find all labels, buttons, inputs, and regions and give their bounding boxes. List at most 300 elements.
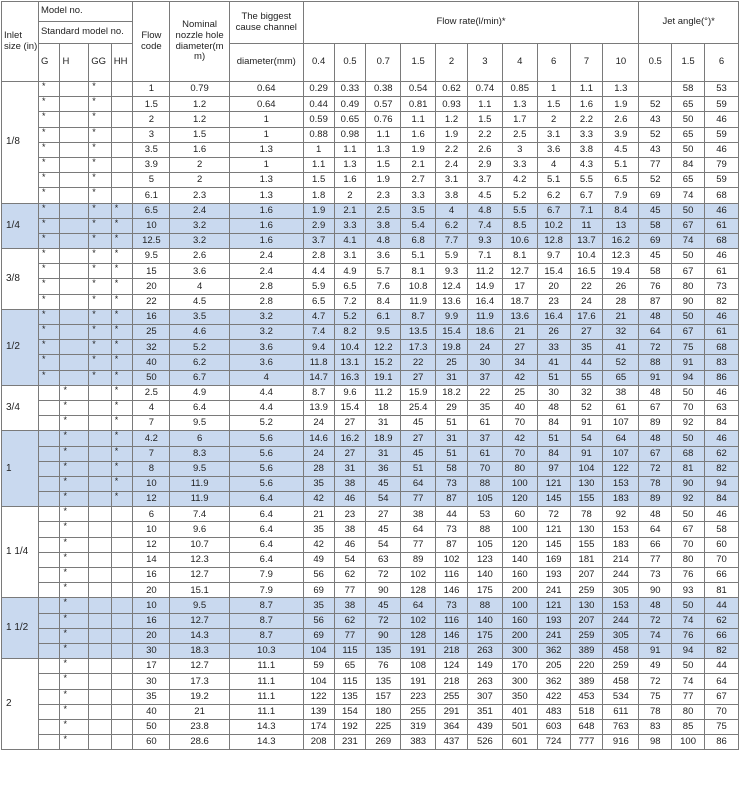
flow-rate-cell: 60	[502, 507, 537, 522]
model-mark-cell: *	[89, 309, 112, 324]
model-mark-cell	[111, 157, 133, 172]
jet-angle-cell: 52	[639, 97, 672, 112]
model-mark-cell	[38, 689, 60, 704]
flow-rate-cell: 2.9	[467, 157, 502, 172]
flow-rate-cell: 14.6	[303, 431, 334, 446]
flow-rate-cell: 389	[570, 674, 603, 689]
channel-diameter-cell: 6.4	[229, 552, 303, 567]
flow-rate-cell: 65	[334, 659, 366, 674]
flow-rate-cell: 19.1	[366, 370, 401, 385]
flow-rate-cell: 116	[436, 568, 468, 583]
flow-rate-cell: 5.1	[537, 173, 570, 188]
model-mark-cell: *	[38, 370, 60, 385]
flow-rate-cell: 1.8	[303, 188, 334, 203]
model-mark-cell	[60, 142, 89, 157]
flow-rate-cell: 1.1	[467, 97, 502, 112]
flow-rate-cell: 14.7	[303, 370, 334, 385]
flow-rate-cell: 1.9	[366, 173, 401, 188]
hole-diameter-cell: 18.3	[170, 643, 230, 658]
flow-rate-cell: 65	[603, 370, 639, 385]
flow-rate-cell: 88	[467, 476, 502, 491]
model-mark-cell	[89, 613, 112, 628]
flow-rate-cell: 13.6	[502, 309, 537, 324]
flow-code-cell: 12	[133, 537, 170, 552]
jet-angle-cell	[639, 82, 672, 97]
inlet-size-cell: 3/8	[2, 249, 39, 310]
flow-rate-cell: 91	[570, 416, 603, 431]
channel-diameter-cell: 5.6	[229, 461, 303, 476]
jet-angle-cell: 46	[705, 431, 739, 446]
jet-pressure-header: 0.5	[639, 44, 672, 82]
jet-angle-cell: 75	[672, 340, 705, 355]
hole-diameter-cell: 10.7	[170, 537, 230, 552]
model-mark-cell: *	[111, 416, 133, 431]
flow-rate-cell: 0.49	[334, 97, 366, 112]
flow-rate-cell: 1.1	[401, 112, 436, 127]
flow-rate-cell: 49	[303, 552, 334, 567]
model-mark-cell: *	[111, 233, 133, 248]
flow-rate-cell: 8.7	[401, 309, 436, 324]
jet-angle-cell: 73	[705, 279, 739, 294]
table-row	[2, 82, 739, 97]
model-mark-cell	[38, 719, 60, 734]
flow-rate-cell: 7.4	[303, 325, 334, 340]
flow-rate-cell: 5.7	[366, 264, 401, 279]
flow-rate-cell: 135	[366, 643, 401, 658]
flow-rate-cell: 255	[401, 704, 436, 719]
model-mark-cell	[111, 613, 133, 628]
flow-rate-cell: 15.2	[366, 355, 401, 370]
model-mark-cell	[111, 173, 133, 188]
flow-rate-cell: 207	[570, 613, 603, 628]
hole-diameter-cell: 9.5	[170, 461, 230, 476]
flow-rate-cell: 33	[537, 340, 570, 355]
flow-rate-cell: 5.5	[570, 173, 603, 188]
flow-rate-cell: 0.98	[334, 127, 366, 142]
model-col-header: HH	[111, 44, 133, 82]
pressure-header: 0.4	[303, 44, 334, 82]
model-mark-cell	[60, 309, 89, 324]
jet-angle-cell: 67	[639, 446, 672, 461]
model-mark-cell	[60, 218, 89, 233]
model-mark-cell: *	[60, 613, 89, 628]
table-row	[2, 461, 739, 476]
model-mark-cell: *	[111, 264, 133, 279]
hole-diameter-cell: 17.3	[170, 674, 230, 689]
flow-rate-cell: 2.6	[603, 112, 639, 127]
channel-diameter-cell: 0.64	[229, 82, 303, 97]
flow-rate-cell: 35	[303, 476, 334, 491]
flow-rate-cell: 15.4	[334, 400, 366, 415]
flow-rate-cell: 104	[303, 643, 334, 658]
flow-rate-cell: 27	[570, 325, 603, 340]
model-mark-cell: *	[89, 127, 112, 142]
hole-diameter-cell: 3.2	[170, 233, 230, 248]
model-mark-cell	[111, 552, 133, 567]
flow-code-cell: 25	[133, 325, 170, 340]
flow-code-cell: 3.9	[133, 157, 170, 172]
flow-rate-cell: 25	[502, 385, 537, 400]
flow-rate-cell: 6.5	[334, 279, 366, 294]
flow-rate-cell: 2.2	[570, 112, 603, 127]
table-row	[2, 416, 739, 431]
flow-rate-cell: 191	[401, 643, 436, 658]
flow-rate-cell: 24	[303, 416, 334, 431]
model-mark-cell: *	[111, 340, 133, 355]
table-row	[2, 719, 739, 734]
flow-rate-cell: 10.4	[570, 249, 603, 264]
flow-rate-cell: 59	[303, 659, 334, 674]
model-mark-cell: *	[60, 628, 89, 643]
flow-rate-cell: 12.4	[436, 279, 468, 294]
jet-angle-cell: 90	[672, 294, 705, 309]
flow-rate-cell: 51	[436, 416, 468, 431]
flow-rate-cell: 24	[467, 340, 502, 355]
jet-angle-cell: 82	[705, 294, 739, 309]
flow-rate-cell: 31	[436, 431, 468, 446]
model-mark-cell	[89, 416, 112, 431]
flow-rate-cell: 1.6	[334, 173, 366, 188]
flow-rate-cell: 64	[401, 522, 436, 537]
flow-rate-cell: 501	[502, 719, 537, 734]
model-mark-cell	[38, 446, 60, 461]
flow-rate-cell: 2.5	[502, 127, 537, 142]
flow-rate-cell: 3.8	[366, 218, 401, 233]
flow-rate-cell: 7.7	[436, 233, 468, 248]
flow-rate-cell: 120	[502, 492, 537, 507]
flow-rate-cell: 41	[537, 355, 570, 370]
flow-rate-cell: 5.4	[401, 218, 436, 233]
flow-rate-cell: 13	[603, 218, 639, 233]
flow-rate-cell: 38	[401, 507, 436, 522]
model-mark-cell: *	[60, 674, 89, 689]
jet-angle-cell: 87	[639, 294, 672, 309]
flow-rate-cell: 6.8	[401, 233, 436, 248]
flow-rate-cell: 153	[603, 598, 639, 613]
flow-code-cell: 4.2	[133, 431, 170, 446]
jet-angle-cell: 66	[705, 568, 739, 583]
flow-rate-cell: 611	[603, 704, 639, 719]
flow-rate-cell: 4.7	[303, 309, 334, 324]
model-mark-cell	[60, 340, 89, 355]
model-mark-cell	[38, 735, 60, 750]
flow-rate-cell: 76	[366, 659, 401, 674]
flow-rate-cell: 145	[537, 492, 570, 507]
flow-rate-cell: 69	[303, 628, 334, 643]
table-row	[2, 400, 739, 415]
flow-rate-cell: 3.3	[570, 127, 603, 142]
flow-rate-cell: 21	[303, 507, 334, 522]
flow-rate-cell: 3.3	[334, 218, 366, 233]
flow-rate-cell: 45	[366, 598, 401, 613]
table-row	[2, 446, 739, 461]
model-mark-cell	[38, 552, 60, 567]
flow-rate-cell: 1.9	[401, 142, 436, 157]
flow-rate-cell: 24	[570, 294, 603, 309]
model-mark-cell: *	[38, 294, 60, 309]
flow-rate-cell: 26	[537, 325, 570, 340]
jet-angle-cell: 46	[705, 112, 739, 127]
flow-rate-cell: 0.59	[303, 112, 334, 127]
jet-angle-cell: 70	[672, 400, 705, 415]
flow-rate-cell: 0.62	[436, 82, 468, 97]
flow-rate-cell: 1.1	[334, 142, 366, 157]
pressure-header: 4	[502, 44, 537, 82]
flow-rate-cell: 100	[502, 476, 537, 491]
model-mark-cell	[89, 461, 112, 476]
jet-angle-cell: 52	[639, 173, 672, 188]
table-row	[2, 142, 739, 157]
flow-rate-cell: 155	[570, 537, 603, 552]
flow-rate-cell: 35	[467, 400, 502, 415]
flow-code-cell: 2.5	[133, 385, 170, 400]
hole-diameter-cell: 11.9	[170, 476, 230, 491]
flow-rate-cell: 16.4	[537, 309, 570, 324]
flow-rate-cell: 2.2	[436, 142, 468, 157]
flow-rate-cell: 128	[401, 583, 436, 598]
hole-diameter-cell: 23.8	[170, 719, 230, 734]
flow-rate-cell: 214	[603, 552, 639, 567]
jet-angle-cell: 46	[705, 385, 739, 400]
jet-angle-cell: 48	[639, 507, 672, 522]
flow-rate-cell: 45	[366, 476, 401, 491]
jet-angle-header: Jet angle(°)*	[639, 2, 739, 44]
jet-angle-cell: 50	[672, 309, 705, 324]
flow-rate-cell: 5.1	[401, 249, 436, 264]
jet-angle-cell: 98	[639, 735, 672, 750]
jet-angle-cell: 59	[705, 97, 739, 112]
model-mark-cell: *	[38, 173, 60, 188]
jet-angle-cell: 76	[672, 628, 705, 643]
flow-rate-cell: 84	[537, 416, 570, 431]
jet-angle-cell: 58	[639, 264, 672, 279]
flow-rate-cell: 16.5	[570, 264, 603, 279]
flow-rate-cell: 54	[366, 537, 401, 552]
jet-angle-cell: 67	[705, 689, 739, 704]
hole-diameter-cell: 12.7	[170, 568, 230, 583]
flow-rate-cell: 2.7	[401, 173, 436, 188]
flow-rate-cell: 15.9	[401, 385, 436, 400]
model-mark-cell	[111, 537, 133, 552]
hole-diameter-cell: 12.3	[170, 552, 230, 567]
channel-diameter-cell: 2.8	[229, 294, 303, 309]
jet-angle-cell: 76	[639, 279, 672, 294]
hole-diameter-cell: 8.3	[170, 446, 230, 461]
jet-angle-cell: 66	[639, 537, 672, 552]
inlet-size-cell: 1	[2, 431, 39, 507]
flow-rate-cell: 17	[502, 279, 537, 294]
flow-rate-cell: 1.3	[366, 142, 401, 157]
jet-angle-cell: 73	[639, 568, 672, 583]
flow-rate-cell: 22	[401, 355, 436, 370]
flow-rate-cell: 8.2	[334, 325, 366, 340]
flow-rate-cell: 87	[436, 492, 468, 507]
flow-rate-cell: 122	[303, 689, 334, 704]
jet-angle-cell: 89	[639, 492, 672, 507]
jet-angle-cell: 67	[672, 325, 705, 340]
flow-rate-cell: 6.7	[570, 188, 603, 203]
jet-angle-cell: 48	[639, 385, 672, 400]
model-mark-cell: *	[38, 279, 60, 294]
flow-rate-cell: 350	[502, 689, 537, 704]
table-row	[2, 568, 739, 583]
hole-diameter-cell: 9.6	[170, 522, 230, 537]
flow-rate-cell: 916	[603, 735, 639, 750]
flow-rate-cell: 58	[436, 461, 468, 476]
flow-rate-cell: 51	[401, 461, 436, 476]
inlet-size-header: Inlet size (in)	[2, 2, 39, 82]
model-mark-cell: *	[60, 537, 89, 552]
channel-diameter-cell: 11.1	[229, 704, 303, 719]
flow-rate-cell: 16.2	[603, 233, 639, 248]
flow-rate-cell: 9.5	[366, 325, 401, 340]
model-no-header: Model no.	[38, 2, 132, 22]
flow-rate-cell: 255	[436, 689, 468, 704]
jet-angle-cell: 80	[672, 552, 705, 567]
flow-rate-cell: 13.5	[401, 325, 436, 340]
flow-rate-cell: 191	[401, 674, 436, 689]
channel-diameter-cell: 1.6	[229, 218, 303, 233]
flow-code-cell: 12.5	[133, 233, 170, 248]
model-mark-cell	[111, 704, 133, 719]
flow-rate-cell: 115	[334, 674, 366, 689]
flow-rate-cell: 78	[570, 507, 603, 522]
flow-rate-cell: 4	[537, 157, 570, 172]
jet-angle-cell: 77	[639, 157, 672, 172]
jet-angle-cell: 89	[639, 416, 672, 431]
flow-rate-cell: 437	[436, 735, 468, 750]
flow-rate-cell: 6.2	[537, 188, 570, 203]
flow-rate-cell: 241	[537, 628, 570, 643]
flow-rate-cell: 51	[537, 431, 570, 446]
flow-rate-cell: 18.7	[502, 294, 537, 309]
flow-rate-cell: 21	[502, 325, 537, 340]
flow-code-cell: 30	[133, 643, 170, 658]
flow-rate-cell: 3	[502, 142, 537, 157]
flow-rate-cell: 44	[570, 355, 603, 370]
flow-rate-cell: 2.1	[401, 157, 436, 172]
model-mark-cell: *	[89, 355, 112, 370]
table-row	[2, 476, 739, 491]
channel-diameter-cell: 1.3	[229, 173, 303, 188]
flow-rate-cell: 52	[603, 355, 639, 370]
flow-rate-cell: 22	[467, 385, 502, 400]
flow-rate-cell: 105	[467, 492, 502, 507]
model-mark-cell: *	[60, 492, 89, 507]
flow-rate-cell: 4	[436, 203, 468, 218]
flow-rate-cell: 31	[366, 446, 401, 461]
model-mark-cell	[38, 461, 60, 476]
flow-rate-cell: 11.9	[401, 294, 436, 309]
model-mark-cell	[89, 385, 112, 400]
model-mark-cell	[60, 173, 89, 188]
flow-rate-cell: 305	[603, 628, 639, 643]
flow-rate-cell: 17.3	[401, 340, 436, 355]
jet-angle-cell: 46	[705, 142, 739, 157]
flow-rate-cell: 244	[603, 568, 639, 583]
channel-diameter-cell: 14.3	[229, 735, 303, 750]
flow-rate-cell: 3.9	[603, 127, 639, 142]
flow-rate-cell: 2.4	[436, 157, 468, 172]
flow-rate-cell: 121	[537, 476, 570, 491]
flow-code-cell: 30	[133, 674, 170, 689]
flow-code-cell: 7	[133, 446, 170, 461]
jet-angle-cell: 45	[639, 203, 672, 218]
flow-rate-cell: 28	[303, 461, 334, 476]
model-mark-cell	[60, 370, 89, 385]
flow-rate-cell: 4.2	[502, 173, 537, 188]
model-mark-cell	[38, 598, 60, 613]
flow-code-cell: 9.5	[133, 249, 170, 264]
channel-diameter-cell: 5.6	[229, 446, 303, 461]
model-mark-cell: *	[111, 249, 133, 264]
flow-rate-cell: 305	[603, 583, 639, 598]
flow-rate-cell: 36	[366, 461, 401, 476]
model-mark-cell: *	[89, 188, 112, 203]
flow-rate-cell: 16.2	[334, 431, 366, 446]
flow-rate-cell: 35	[303, 598, 334, 613]
table-row	[2, 309, 739, 324]
jet-angle-cell: 50	[672, 431, 705, 446]
pressure-header: 7	[570, 44, 603, 82]
jet-angle-cell: 78	[639, 476, 672, 491]
flow-rate-cell: 38	[603, 385, 639, 400]
model-mark-cell: *	[111, 476, 133, 491]
flow-rate-cell: 207	[570, 568, 603, 583]
flow-rate-cell: 1.1	[570, 82, 603, 97]
jet-angle-cell: 61	[705, 264, 739, 279]
flow-rate-cell: 42	[502, 431, 537, 446]
jet-angle-cell: 77	[639, 552, 672, 567]
model-mark-cell: *	[38, 142, 60, 157]
jet-angle-cell: 43	[639, 112, 672, 127]
flow-rate-cell: 72	[366, 568, 401, 583]
flow-rate-cell: 291	[436, 704, 468, 719]
hole-diameter-cell: 7.4	[170, 507, 230, 522]
flow-rate-cell: 45	[366, 522, 401, 537]
flow-rate-cell: 16.4	[467, 294, 502, 309]
jet-angle-cell: 74	[639, 628, 672, 643]
flow-rate-cell: 61	[603, 400, 639, 415]
flow-rate-cell: 2	[537, 112, 570, 127]
hole-diameter-cell: 1.6	[170, 142, 230, 157]
model-mark-cell	[38, 643, 60, 658]
flow-rate-cell: 56	[303, 568, 334, 583]
flow-rate-cell: 46	[334, 492, 366, 507]
flow-rate-cell: 70	[467, 461, 502, 476]
jet-angle-cell: 68	[705, 188, 739, 203]
flow-rate-cell: 54	[570, 431, 603, 446]
jet-angle-cell: 58	[705, 522, 739, 537]
model-mark-cell: *	[60, 400, 89, 415]
flow-rate-cell: 364	[436, 719, 468, 734]
flow-rate-cell: 90	[366, 628, 401, 643]
flow-rate-cell: 153	[603, 476, 639, 491]
flow-rate-cell: 5.5	[502, 203, 537, 218]
flow-rate-cell: 9.3	[436, 264, 468, 279]
flow-rate-cell: 37	[467, 370, 502, 385]
flow-rate-cell: 175	[467, 628, 502, 643]
inlet-size-cell: 1/8	[2, 82, 39, 204]
flow-rate-cell: 100	[502, 598, 537, 613]
table-row	[2, 659, 739, 674]
channel-diameter-cell: 11.1	[229, 689, 303, 704]
flow-rate-cell: 269	[366, 735, 401, 750]
flow-rate-cell: 9.7	[537, 249, 570, 264]
flow-rate-cell: 102	[436, 552, 468, 567]
model-mark-cell: *	[38, 82, 60, 97]
jet-angle-cell: 80	[672, 704, 705, 719]
